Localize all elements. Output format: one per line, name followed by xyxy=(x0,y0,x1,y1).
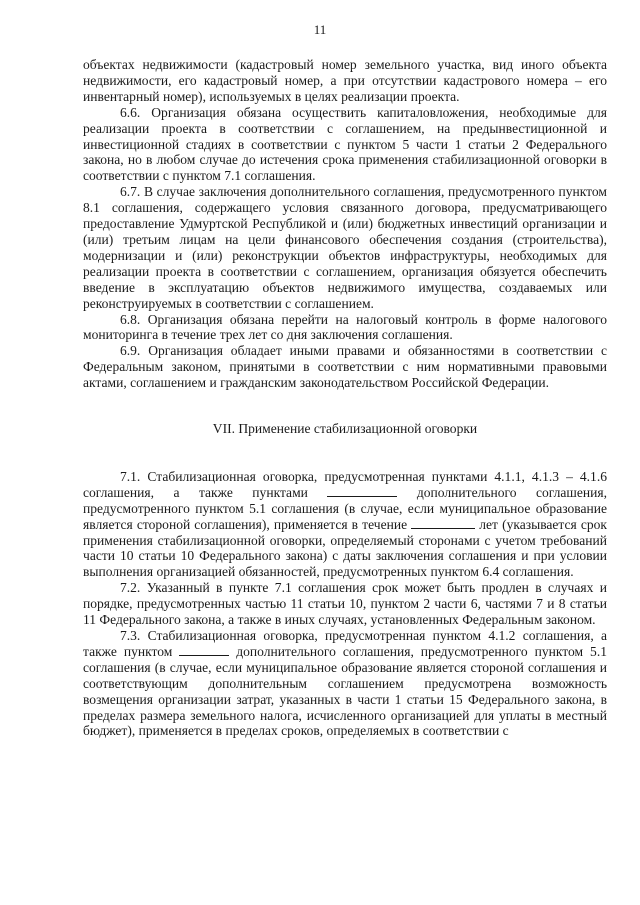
paragraph-continuation: объектах недвижимости (кадастровый номер земельного участка, вид иного объекта недвижимости, его кадастровый номер, а при отсутствии кадастрового номера – его инвентарный номер), используемых в целях реализации проекта. xyxy=(83,57,607,104)
paragraph-6-9: 6.9. Организация обладает иными правами и обязанностями в соответствии с Федеральным законом, принятыми в соответствии с ним нормативными правовыми актами, соглашением и гражданским законодательством Российской Федерации. xyxy=(83,343,607,391)
paragraph-7-1-part-a: 7.1. Стабилизационная оговорка, предусмотренная пунктами 4.1.1, 4.1.3 – 4.1.6 соглашения, а также пунктами xyxy=(83,468,607,500)
document-body xyxy=(83,57,607,739)
fill-in-blank xyxy=(411,518,475,529)
paragraph-7-3-part-b: дополнительного соглашения, предусмотренного пунктом 5.1 соглашения (в случае, если муниципальное образование является стороной соглашения и соответствующим дополнительным соглашением предусмотрена возможность возмещения организации затрат, указанных в части 1 статьи 15 Федерального закона, в пределах размера земельного налога, исчисленного организацией для уплаты в местный бюджет), применяется в пределах сроков, определяемых в соответствии с xyxy=(83,643,607,739)
paragraph-6-6: 6.6. Организация обязана осуществить капиталовложения, необходимые для реализации проекта в соответствии с соглашением, на предынвестиционной и инвестиционной стадиях в соответствии с пунктом 5 части 1 статьи 2 Федерального закона, но в любом случае до истечения срока применения стабилизационной оговорки в соответствии с пунктом 7.1 соглашения. xyxy=(83,104,607,184)
page-number: 11 xyxy=(313,22,327,37)
paragraph-7-3-part-a: 7.3. Стабилизационная оговорка, предусмотренная пунктом 4.1.2 соглашения, а также пунктом xyxy=(83,628,607,659)
paragraph-7-2: 7.2. Указанный в пункте 7.1 соглашения срок может быть продлен в случаях и порядке, предусмотренных частью 11 статьи 10, пунктом 2 части 6, частями 7 и 8 статьи 11 Федерального закона, а также в иных случаях, установленных Федеральным законом. xyxy=(83,580,607,628)
section-heading: VII. Применение стабилизационной оговорки xyxy=(212,421,478,437)
paragraph-7-1-part-b: дополнительного соглашения, предусмотренного пунктом 5.1 соглашения (в случае, если муниципальное образование является стороной соглашения), применяется в течение xyxy=(83,484,607,532)
paragraph-6-7: 6.7. В случае заключения дополнительного соглашения, предусмотренного пунктом 8.1 соглашения, содержащего условия связанного договора, предусматривающего предоставление Удмуртской Республикой и (или) бюджетных инвестиций организации и (или) третьим лицам на цели финансового обеспечения создания (строительства), модернизации и (или) реконструкции объектов инфраструктуры, необходимых для реализации проекта в соответствии с соглашением, организация обязуется обеспечить введение в эксплуатацию объектов недвижимого имущества, создаваемых или реконструируемых в соответствии с соглашением. xyxy=(83,184,607,311)
paragraph-7-1 xyxy=(83,469,607,580)
fill-in-blank xyxy=(327,486,397,497)
fill-in-blank xyxy=(179,645,229,656)
paragraph-7-3 xyxy=(83,628,607,739)
paragraph-7-1-part-c: лет (указывается срок применения стабилизационной оговорки, определяемый сторонами с учетом требований части 10 статьи 10 Федерального закона) с даты заключения соглашения и при условии выполнения организацией обязанностей, предусмотренных пунктом 6.4 соглашения. xyxy=(83,516,607,580)
paragraph-6-8: 6.8. Организация обязана перейти на налоговый контроль в форме налогового мониторинга в течение трех лет со дня заключения соглашения. xyxy=(83,311,607,343)
